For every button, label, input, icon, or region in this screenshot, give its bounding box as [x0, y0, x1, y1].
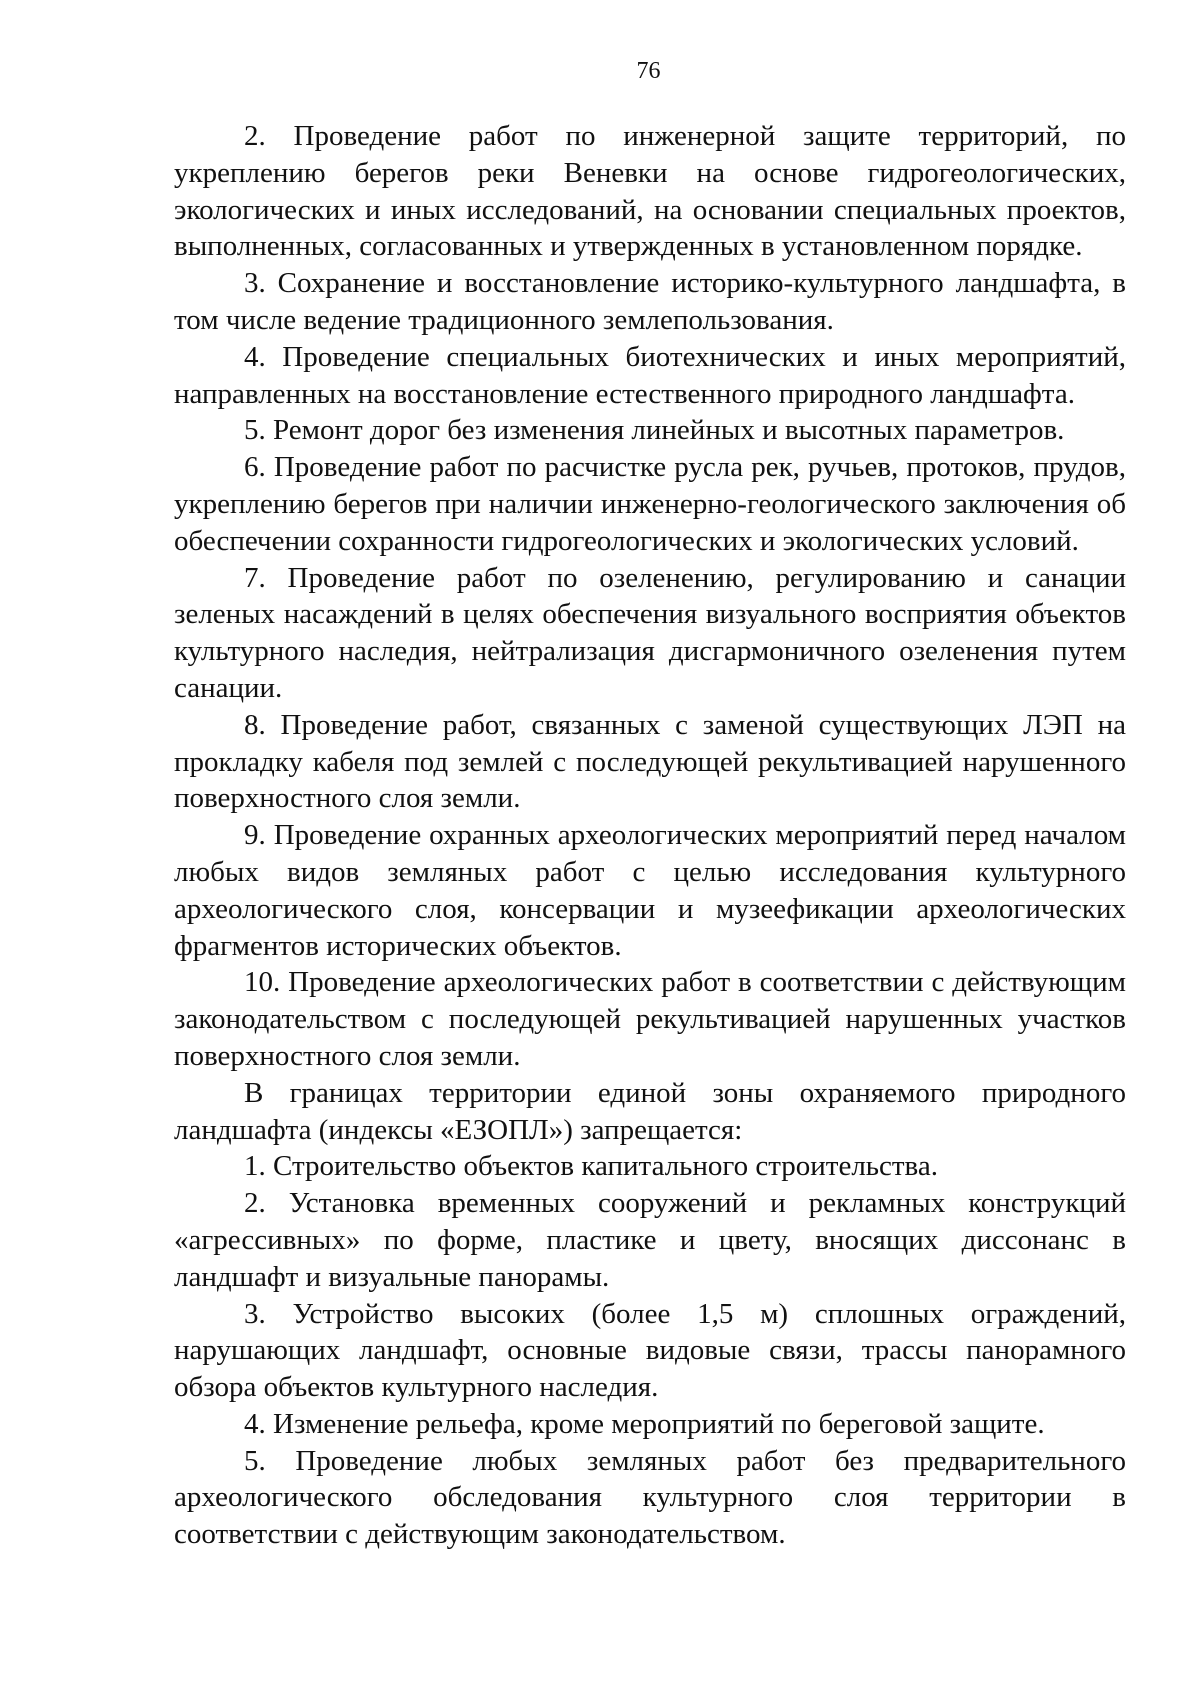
paragraph: 5. Ремонт дорог без изменения линейных и высотных параметров.	[244, 414, 1065, 447]
paragraph: 1. Строительство объектов капитального строительства.	[244, 1150, 938, 1183]
paragraph: 3. Сохранение и восстановление историко-культурного ландшафта, в том числе ведение традиционного землепользования.	[174, 267, 1126, 336]
paragraph: 8. Проведение работ, связанных с заменой существующих ЛЭП на прокладку кабеля под землей с последующей рекультивацией нарушенного поверхностного слоя земли.	[174, 708, 1126, 815]
paragraph: 3. Устройство высоких (более 1,5 м) сплошных ограждений, нарушающих ландшафт, основные видовые связи, трассы панорамного обзора объектов культурного наследия.	[174, 1297, 1126, 1404]
paragraph: 5. Проведение любых земляных работ без предварительного археологического обследования культурного слоя территории в соответствии с действующим законодательством.	[174, 1444, 1126, 1551]
paragraph: 6. Проведение работ по расчистке русла рек, ручьев, протоков, прудов, укреплению берегов при наличии инженерно-геологического заключения об обеспечении сохранности гидрогеологических и экологических условий.	[174, 451, 1126, 557]
paragraph: 2. Проведение работ по инженерной защите территорий, по укреплению берегов реки Веневки на основе гидрогеологических, экологических и иных исследований, на основании специальных проектов, выполненных, согласованных и утвержденных в установленном порядке.	[174, 120, 1126, 263]
paragraph: 9. Проведение охранных археологических мероприятий перед началом любых видов земляных работ с целью исследования культурного археологического слоя, консервации и музеефикации археологических фрагментов исторических объектов.	[174, 819, 1126, 962]
paragraph: 10. Проведение археологических работ в соответствии с действующим законодательством с последующей рекультивацией нарушенных участков поверхностного слоя земли.	[174, 966, 1126, 1072]
page-number: 76	[636, 58, 661, 84]
paragraph: В границах территории единой зоны охраняемого природного ландшафта (индексы «ЕЗОПЛ») запрещается:	[174, 1076, 1126, 1146]
paragraph: 4. Проведение специальных биотехнических и иных мероприятий, направленных на восстановление естественного природного ландшафта.	[174, 340, 1126, 410]
paragraph: 2. Установка временных сооружений и рекламных конструкций «агрессивных» по форме, пластике и цвету, вносящих диссонанс в ландшафт и визуальные панорамы.	[174, 1187, 1126, 1293]
paragraph: 7. Проведение работ по озеленению, регулированию и санации зеленых насаждений в целях обеспечения визуального восприятия объектов культурного наследия, нейтрализация дисгармоничного озеленения путем санации.	[174, 561, 1126, 704]
paragraph: 4. Изменение рельефа, кроме мероприятий по береговой защите.	[244, 1407, 1045, 1440]
document-body	[174, 118, 1126, 1553]
